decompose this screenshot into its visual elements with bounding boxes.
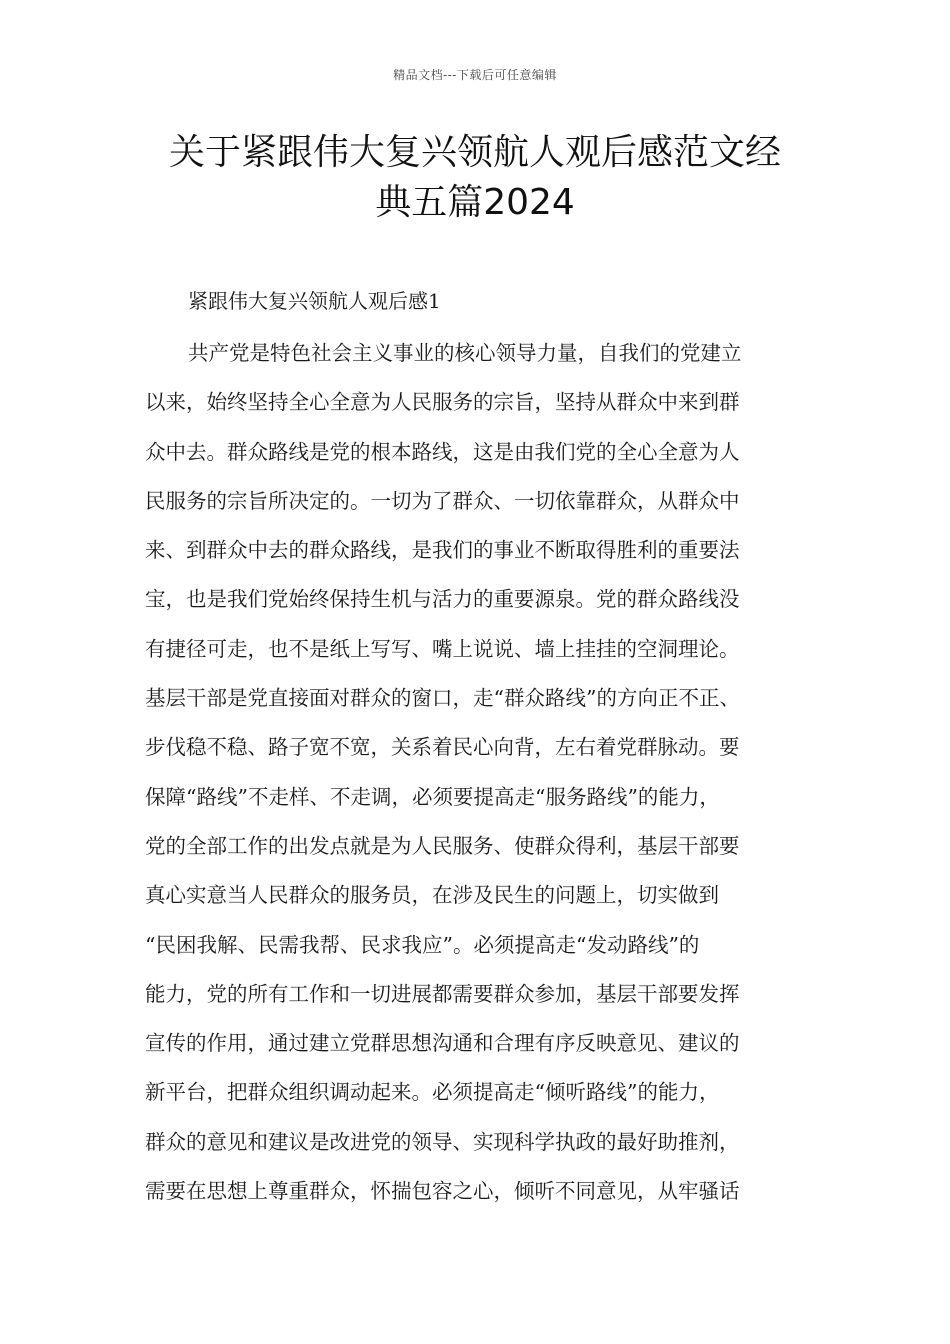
body-line: 有捷径可走，也不是纸上写写、嘴上说说、墙上挂挂的空洞理论。 [145, 636, 740, 661]
body-line: 基层干部是党直接面对群众的窗口，走“群众路线”的方向正不正、 [145, 686, 740, 711]
body-line: 真心实意当人民群众的服务员，在涉及民生的问题上，切实做到 [145, 883, 719, 908]
body-line: 共产党是特色社会主义事业的核心领导力量，自我们的党建立 [188, 341, 742, 365]
section-heading: 紧跟伟大复兴领航人观后感1 [188, 289, 441, 313]
header-note: 精品文档---下载后可任意编辑 [393, 68, 557, 82]
title-line: 典五篇2024 [375, 182, 575, 223]
body-line: 群众的意见和建议是改进党的领导、实现科学执政的最好助推剂， [145, 1129, 740, 1154]
body-line: 步伐稳不稳、路子宽不宽，关系着民心向背，左右着党群脉动。要 [145, 735, 740, 760]
body-line: 以来，始终坚持全心全意为人民服务的宗旨，坚持从群众中来到群 [145, 390, 740, 415]
body-line: 新平台，把群众组织调动起来。必须提高走“倾听路线”的能力， [145, 1080, 720, 1105]
body-line: 宝，也是我们党始终保持生机与活力的重要源泉。党的群众路线没 [145, 587, 740, 612]
document-title [120, 128, 830, 228]
body-line: 来、到群众中去的群众路线，是我们的事业不断取得胜利的重要法 [145, 538, 740, 563]
body-line: 保障“路线”不走样、不走调，必须要提高走“服务路线”的能力， [145, 784, 720, 809]
body-line: 需要在思想上尊重群众，怀揣包容之心，倾听不同意见，从牢骚话 [145, 1179, 740, 1204]
body-paragraph [145, 335, 825, 1222]
body-line: 宣传的作用，通过建立党群思想沟通和合理有序反映意见、建议的 [145, 1031, 740, 1056]
body-line: 众中去。群众路线是党的根本路线，这是由我们党的全心全意为人 [145, 439, 740, 464]
body-line: 党的全部工作的出发点就是为人民服务、使群众得利，基层干部要 [145, 833, 740, 858]
body-line: “民困我解、民需我帮、民求我应”。必须提高走“发动路线”的 [145, 932, 700, 957]
body-line: 能力，党的所有工作和一切进展都需要群众参加，基层干部要发挥 [145, 981, 740, 1006]
title-line: 关于紧跟伟大复兴领航人观后感范文经 [168, 132, 781, 173]
body-line: 民服务的宗旨所决定的。一切为了群众、一切依靠群众，从群众中 [145, 488, 740, 513]
